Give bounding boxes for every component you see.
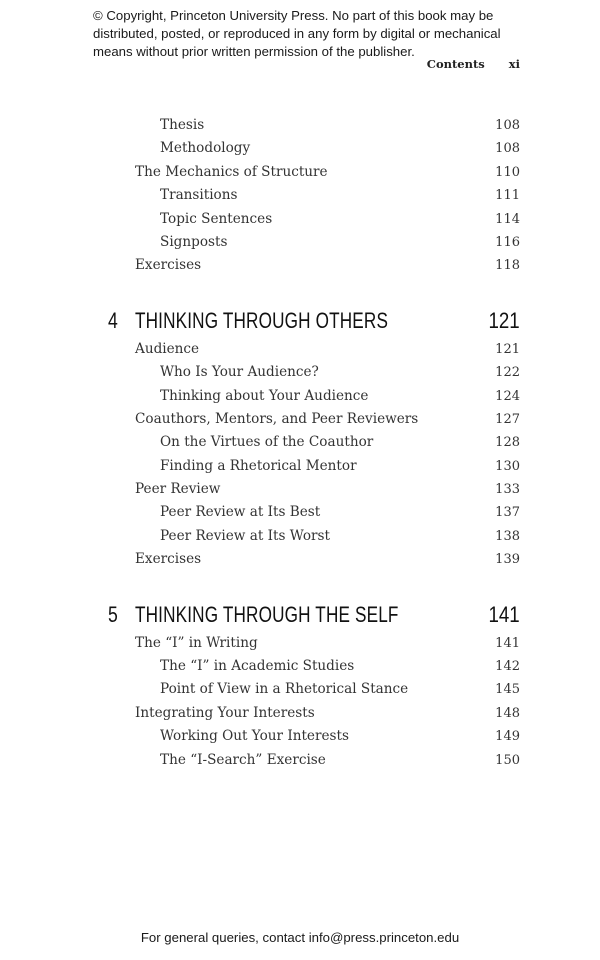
toc-entry-title: Signposts bbox=[160, 233, 228, 250]
toc-entry-title: Working Out Your Interests bbox=[160, 728, 349, 745]
chapter-heading-4 bbox=[108, 304, 520, 338]
chapter-number: 5 bbox=[108, 601, 118, 627]
chapter-page: 121 bbox=[488, 307, 520, 333]
toc-entry-title: Peer Review at Its Worst bbox=[160, 527, 330, 544]
toc-entry-title: The “I” in Writing bbox=[135, 634, 258, 651]
toc-entry bbox=[108, 114, 520, 137]
toc-entry bbox=[108, 702, 520, 725]
toc-entry-title: Peer Review at Its Best bbox=[160, 504, 321, 521]
toc-entry-title: Exercises bbox=[135, 551, 202, 568]
toc-entry bbox=[108, 184, 520, 207]
toc-entry bbox=[108, 678, 520, 701]
chapter-title: THINKING THROUGH OTHERS bbox=[135, 307, 389, 333]
toc-entry-page: 141 bbox=[495, 635, 520, 651]
toc-entry bbox=[108, 655, 520, 678]
toc-entry bbox=[108, 408, 520, 431]
toc-entry-page: 149 bbox=[495, 729, 520, 745]
toc-entry bbox=[108, 501, 520, 524]
chapter-title: THINKING THROUGH THE SELF bbox=[135, 601, 399, 627]
chapter-number: 4 bbox=[108, 307, 118, 333]
toc-entry-title: Integrating Your Interests bbox=[135, 704, 315, 721]
toc-entry-page: 130 bbox=[495, 458, 520, 474]
toc-entry-page: 118 bbox=[495, 258, 520, 274]
running-head-title: Contents bbox=[426, 57, 485, 71]
toc-entry-title: Peer Review bbox=[135, 481, 221, 498]
toc-entry-page: 122 bbox=[495, 365, 520, 381]
running-head bbox=[427, 57, 520, 71]
toc-entry-page: 138 bbox=[495, 528, 520, 544]
toc-entry-page: 142 bbox=[495, 659, 520, 675]
toc-entry-page: 148 bbox=[495, 705, 520, 721]
toc-entry-page: 127 bbox=[495, 411, 520, 427]
toc-entry-page: 108 bbox=[495, 141, 520, 157]
toc-entry-page: 139 bbox=[495, 552, 520, 568]
toc-entry-title: Coauthors, Mentors, and Peer Reviewers bbox=[135, 410, 419, 427]
toc-entry-title: Thesis bbox=[160, 117, 205, 133]
toc-entry-page: 133 bbox=[495, 482, 520, 498]
chapter-page: 141 bbox=[488, 601, 520, 627]
toc-entry bbox=[108, 161, 520, 184]
toc-entry-title: Point of View in a Rhetorical Stance bbox=[160, 681, 409, 698]
toc-entry bbox=[108, 548, 520, 571]
toc-entry bbox=[108, 338, 520, 361]
toc-entry bbox=[108, 431, 520, 454]
toc-entry-title: Transitions bbox=[160, 187, 238, 204]
toc-entry-title: Finding a Rhetorical Mentor bbox=[160, 457, 357, 474]
toc-entry-page: 150 bbox=[495, 752, 520, 768]
toc-entry-title: The “I-Search” Exercise bbox=[160, 751, 326, 768]
toc-entry-title: Methodology bbox=[160, 140, 251, 157]
toc-entry-page: 108 bbox=[495, 118, 520, 133]
toc-entry bbox=[108, 254, 520, 277]
chapter-heading-5 bbox=[108, 598, 520, 632]
toc-entry bbox=[108, 361, 520, 384]
toc-entry-title: Topic Sentences bbox=[160, 210, 273, 227]
toc-entry bbox=[108, 632, 520, 655]
footer-contact: For general queries, contact info@press.princeton.edu bbox=[140, 930, 460, 945]
toc-entry-title: Who Is Your Audience? bbox=[160, 364, 319, 381]
toc-entry-page: 111 bbox=[495, 188, 520, 204]
toc-entry-title: The “I” in Academic Studies bbox=[160, 658, 355, 675]
toc-entry bbox=[108, 478, 520, 501]
toc-entry bbox=[108, 455, 520, 478]
toc-entry-page: 121 bbox=[495, 341, 520, 357]
toc-entry-title: The Mechanics of Structure bbox=[135, 163, 328, 180]
toc-entry bbox=[108, 725, 520, 748]
toc-entry bbox=[108, 208, 520, 231]
toc-entry bbox=[108, 749, 520, 772]
copyright-notice: © Copyright, Princeton University Press. No part of this book may be distributed, posted, or reproduced in any form by digital or mechanical means without prior written permission of the publisher. bbox=[93, 8, 501, 59]
toc-entry-page: 137 bbox=[495, 505, 520, 521]
toc-entry-page: 128 bbox=[495, 435, 520, 451]
table-of-contents bbox=[108, 114, 520, 772]
toc-entry bbox=[108, 525, 520, 548]
page-number: xi bbox=[508, 57, 520, 71]
toc-entry-title: Exercises bbox=[135, 257, 202, 274]
toc-entry-title: On the Virtues of the Coauthor bbox=[160, 434, 374, 451]
toc-entry-page: 145 bbox=[495, 682, 520, 698]
toc-entry bbox=[108, 231, 520, 254]
toc-entry-page: 110 bbox=[495, 164, 520, 180]
toc-entry-page: 116 bbox=[495, 234, 520, 250]
toc-entry-title: Thinking about Your Audience bbox=[160, 387, 369, 404]
toc-entry-page: 114 bbox=[495, 211, 520, 227]
toc-entry bbox=[108, 137, 520, 160]
toc-entry bbox=[108, 385, 520, 408]
toc-entry-title: Audience bbox=[135, 340, 200, 357]
toc-entry-page: 124 bbox=[495, 388, 520, 404]
